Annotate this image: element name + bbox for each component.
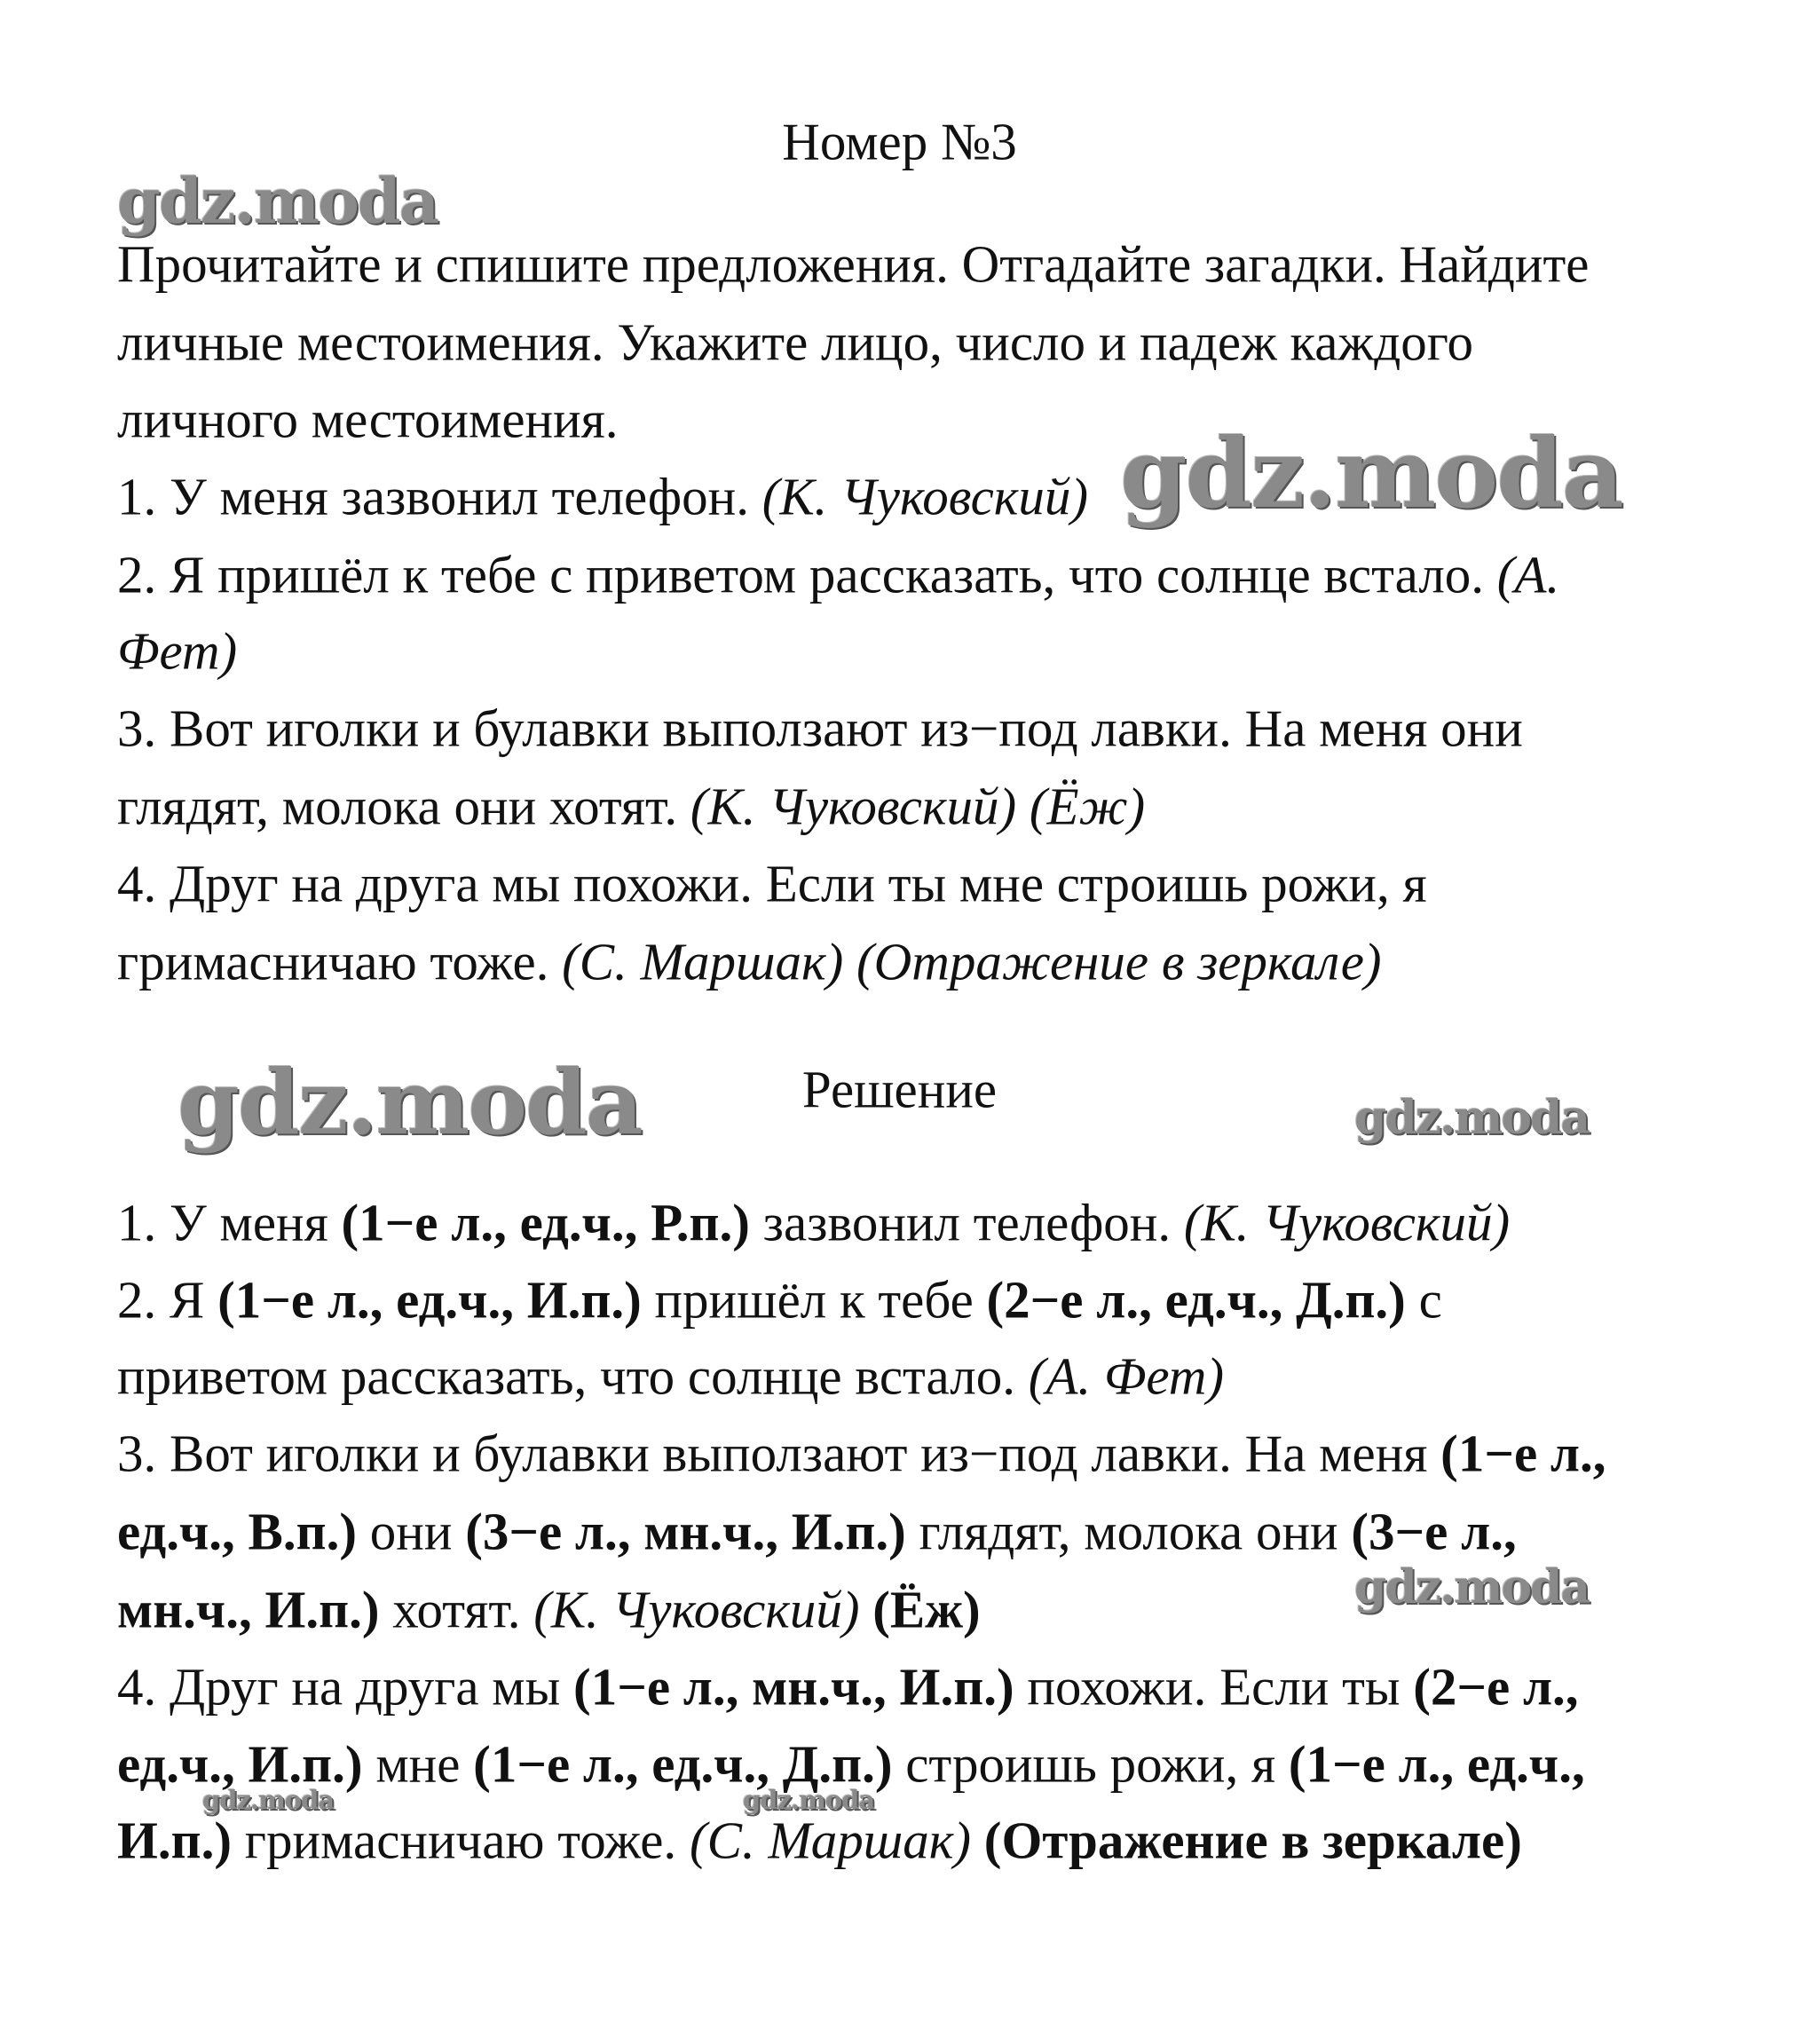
answer-annotation: (3−е л., <box>1351 1502 1517 1561</box>
text-segment: 1. У меня <box>117 1193 342 1252</box>
watermark-logo: gdz.moda <box>178 1050 642 1155</box>
text-line <box>117 467 1089 526</box>
text-line <box>117 390 619 449</box>
text-line <box>117 1193 1511 1252</box>
watermark-logo: gdz.moda <box>1354 1560 1590 1614</box>
watermark-logo: gdz.moda <box>743 1785 875 1815</box>
text-segment: приветом рассказать, что солнце встало. <box>117 1346 1029 1406</box>
text-segment: мне <box>362 1734 474 1794</box>
author-attribution: (А. <box>1496 545 1560 604</box>
text-segment: Прочитайте и спишите предложения. Отгадайте загадки. Найдите <box>117 234 1590 294</box>
answer-annotation: (1−е л., ед.ч., Д.п.) <box>473 1734 893 1794</box>
watermark-logo: gdz.moda <box>1120 418 1622 530</box>
page-title: Номер №3 <box>782 112 1017 171</box>
text-segment: 3. Вот иголки и булавки выползают из−под лавки. На меня <box>117 1424 1441 1483</box>
text-segment: гримасничаю тоже. <box>117 932 563 991</box>
text-line <box>117 234 1590 294</box>
author-attribution: (К. Чуковский) <box>761 467 1089 526</box>
text-segment: с <box>1405 1270 1442 1330</box>
text-segment: 4. Друг на друга мы похожи. Если ты мне строишь рожи, я <box>117 854 1427 913</box>
answer-annotation: мн.ч., И.п.) <box>117 1580 380 1639</box>
answer-annotation: (1−е л., ед.ч., <box>1288 1734 1585 1794</box>
watermark-logo: gdz.moda <box>117 164 438 238</box>
text-line <box>117 1424 1606 1483</box>
text-segment: 4. Друг на друга мы <box>117 1657 574 1716</box>
answer-annotation: (1−е л., ед.ч., И.п.) <box>217 1270 642 1330</box>
author-attribution: (К. Чуковский) <box>533 1580 860 1639</box>
text-segment: они <box>357 1502 466 1561</box>
text-segment: личного местоимения. <box>117 390 619 449</box>
text-line <box>117 932 1382 991</box>
text-line <box>117 854 1427 913</box>
text-line <box>117 1270 1442 1330</box>
text-segment: похожи. Если ты <box>1014 1657 1414 1716</box>
author-attribution: (С. Маршак) <box>689 1811 972 1870</box>
text-line <box>117 545 1560 604</box>
text-segment: гримасничаю тоже. <box>232 1811 690 1870</box>
solution-title: Решение <box>801 1060 998 1119</box>
author-attribution: (С. Маршак) (Отражение в зеркале) <box>562 932 1382 991</box>
answer-annotation: (Ёж) <box>859 1580 981 1639</box>
answer-annotation: И.п.) <box>117 1811 233 1870</box>
author-attribution: (К. Чуковский) <box>1183 1193 1511 1252</box>
text-segment: хотят. <box>379 1580 534 1639</box>
watermark-logo: gdz.moda <box>1354 1091 1590 1145</box>
answer-annotation: (1−е л., <box>1440 1424 1606 1483</box>
answer-annotation: (2−е л., <box>1413 1657 1579 1716</box>
author-attribution: Фет) <box>117 621 238 681</box>
text-line <box>117 1734 1585 1794</box>
text-line <box>117 1811 1522 1870</box>
text-segment: 2. Я <box>117 1270 218 1330</box>
text-segment: пришёл к тебе <box>641 1270 987 1330</box>
text-line <box>117 312 1474 372</box>
text-line <box>117 1502 1517 1561</box>
answer-annotation: (2−е л., ед.ч., Д.п.) <box>986 1270 1406 1330</box>
answer-annotation: ед.ч., И.п.) <box>117 1734 363 1794</box>
answer-annotation: ед.ч., В.п.) <box>117 1502 358 1561</box>
text-line <box>117 1580 981 1639</box>
text-segment: 3. Вот иголки и булавки выползают из−под лавки. На меня они <box>117 698 1523 758</box>
text-line <box>117 1657 1579 1716</box>
text-line <box>117 698 1523 758</box>
author-attribution: (К. Чуковский) (Ёж) <box>690 777 1146 836</box>
answer-annotation: (Отражение в зеркале) <box>971 1811 1522 1870</box>
watermark-logo: gdz.moda <box>202 1785 335 1815</box>
text-segment: личные местоимения. Укажите лицо, число и падеж каждого <box>117 312 1474 372</box>
answer-annotation: (1−е л., мн.ч., И.п.) <box>573 1657 1014 1716</box>
text-line <box>117 621 238 681</box>
text-line <box>117 1346 1225 1406</box>
text-segment: 2. Я пришёл к тебе с приветом рассказать, что солнце встало. <box>117 545 1497 604</box>
answer-annotation: (3−е л., мн.ч., И.п.) <box>465 1502 906 1561</box>
text-segment: глядят, молока они хотят. <box>117 777 690 836</box>
text-segment: строишь рожи, я <box>892 1734 1289 1794</box>
text-segment: глядят, молока они <box>905 1502 1352 1561</box>
text-segment: 1. У меня зазвонил телефон. <box>117 467 762 526</box>
author-attribution: (А. Фет) <box>1028 1346 1225 1406</box>
answer-annotation: (1−е л., ед.ч., Р.п.) <box>341 1193 750 1252</box>
text-segment: зазвонил телефон. <box>749 1193 1184 1252</box>
text-line <box>117 777 1146 836</box>
